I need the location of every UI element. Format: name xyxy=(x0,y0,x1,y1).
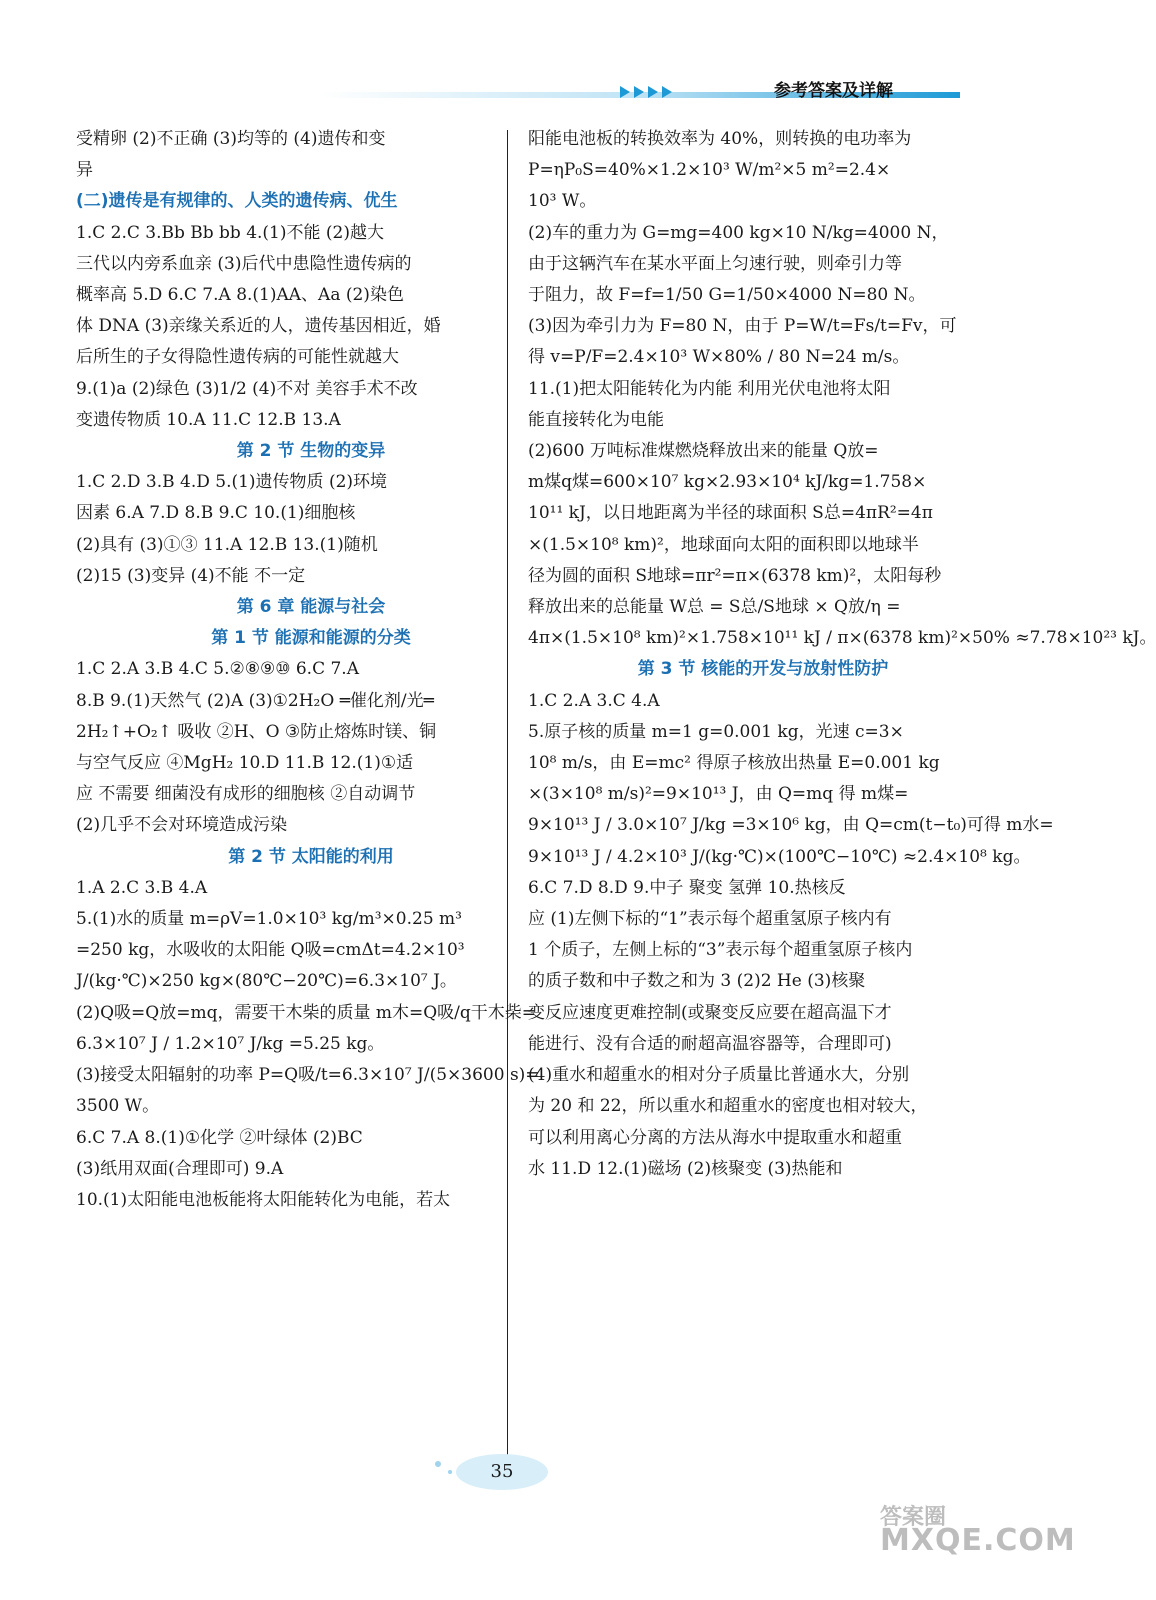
answer-line: 5.原子核的质量 m=1 g=0.001 kg，光速 c=3× xyxy=(528,721,904,742)
answer-line: 于阻力，故 F=f=1/50 G=1/50×4000 N=80 N。 xyxy=(528,285,926,306)
answer-line: 1 个质子，左侧上标的“3”表示每个超重氢原子核内 xyxy=(528,940,913,961)
answer-line: 5.(1)水的质量 m=ρV=1.0×10³ kg/m³×0.25 m³ xyxy=(76,909,462,930)
answer-line: 得 v=P/F=2.4×10³ W×80% / 80 N=24 m/s。 xyxy=(528,347,910,368)
answer-line: 由于这辆汽车在某水平面上匀速行驶，则牵引力等 xyxy=(528,253,902,274)
left-column xyxy=(76,124,546,1216)
answer-line: P=ηP₀S=40%×1.2×10³ W/m²×5 m²=2.4× xyxy=(528,160,891,181)
answer-line: 1.C 2.A 3.B 4.C 5.②⑧⑨⑩ 6.C 7.A xyxy=(76,659,359,680)
answer-line: 因素 6.A 7.D 8.B 9.C 10.(1)细胞核 xyxy=(76,503,356,524)
answer-line: 6.C 7.A 8.(1)①化学 ②叶绿体 (2)BC xyxy=(76,1127,363,1148)
section-heading: 第 3 节 核能的开发与放射性防护 xyxy=(637,659,889,680)
answer-line: 阳能电池板的转换效率为 40%，则转换的电功率为 xyxy=(528,129,912,149)
answer-line: 4π×(1.5×10⁸ km)²×1.758×10¹¹ kJ / π×(6378 km)²×50% ≈7.78×10²³ kJ。 xyxy=(528,628,1156,649)
section-heading: 第 6 章 能源与社会 xyxy=(236,597,386,618)
answer-line: 可以利用离心分离的方法从海水中提取重水和超重 xyxy=(528,1127,902,1148)
answer-line: (2)15 (3)变异 (4)不能 不一定 xyxy=(76,565,306,586)
answer-line: 与空气反应 ④MgH₂ 10.D 11.B 12.(1)①适 xyxy=(76,753,414,774)
answer-line: 能进行、没有合适的耐超高温容器等，合理即可) xyxy=(528,1033,892,1054)
answer-line: 径为圆的面积 S地球=πr²=π×(6378 km)²，太阳每秒 xyxy=(528,565,942,586)
answer-line: 受精卵 (2)不正确 (3)均等的 (4)遗传和变 xyxy=(76,129,386,149)
answer-line: 应 不需要 细菌没有成形的细胞核 ②自动调节 xyxy=(76,784,416,805)
answer-line: (4)重水和超重水的相对分子质量比普通水大，分别 xyxy=(528,1065,910,1086)
answer-line: 10⁸ m/s，由 E=mc² 得原子核放出热量 E=0.001 kg xyxy=(528,753,940,774)
answer-line: 9.(1)a (2)绿色 (3)1/2 (4)不对 美容手术不改 xyxy=(76,378,418,399)
section-heading: 第 2 节 生物的变异 xyxy=(236,441,386,462)
answer-line: 为 20 和 22，所以重水和超重水的密度也相对较大， xyxy=(528,1096,928,1117)
section-heading: (二)遗传是有规律的、人类的遗传病、优生 xyxy=(76,191,398,212)
answer-line: 三代以内旁系血亲 (3)后代中患隐性遗传病的 xyxy=(76,253,412,274)
right-column xyxy=(528,124,1156,1185)
answer-line: (2)几乎不会对环境造成污染 xyxy=(76,815,288,836)
answer-line: (2)Q吸=Q放=mq，需要干木柴的质量 m木=Q吸/q干木柴= xyxy=(76,1002,537,1023)
answer-line: (3)纸用双面(合理即可) 9.A xyxy=(76,1158,284,1179)
section-heading: 第 2 节 太阳能的利用 xyxy=(228,846,394,867)
answer-line: =250 kg，水吸收的太阳能 Q吸=cmΔt=4.2×10³ xyxy=(76,940,465,961)
answer-line: 6.C 7.D 8.D 9.中子 聚变 氢弹 10.热核反 xyxy=(528,877,846,898)
answer-line: 9×10¹³ J / 3.0×10⁷ J/kg =3×10⁶ kg，由 Q=cm(t−t₀)可得 m水= xyxy=(528,815,1054,836)
answer-line: (2)600 万吨标准煤燃烧释放出来的能量 Q放= xyxy=(528,441,879,462)
answer-line: J/(kg·℃)×250 kg×(80℃−20℃)=6.3×10⁷ J。 xyxy=(76,971,457,992)
answer-line: (2)具有 (3)①③ 11.A 12.B 13.(1)随机 xyxy=(76,534,378,555)
answer-line: 变反应速度更难控制(或聚变反应要在超高温下才 xyxy=(528,1002,892,1023)
answer-line: (2)车的重力为 G=mg=400 kg×10 N/kg=4000 N， xyxy=(528,222,949,243)
answer-line: 10¹¹ kJ，以日地距离为半径的球面积 S总=4πR²=4π xyxy=(528,503,933,524)
running-header-title: 参考答案及详解 xyxy=(774,81,893,101)
answer-line: 后所生的子女得隐性遗传病的可能性就越大 xyxy=(76,347,399,368)
answer-line: 11.(1)把太阳能转化为内能 利用光伏电池将太阳 xyxy=(528,378,891,399)
answer-line: ×(1.5×10⁸ km)²，地球面向太阳的面积即以地球半 xyxy=(528,534,919,555)
answer-line: 异 xyxy=(76,160,93,181)
answer-line: 9×10¹³ J / 4.2×10³ J/(kg·℃)×(100℃−10℃) ≈2.4×10⁸ kg。 xyxy=(528,846,1031,867)
watermark-line2: MXQE.COM xyxy=(880,1523,1076,1558)
answer-line: 能直接转化为电能 xyxy=(528,409,664,430)
answer-line: (3)因为牵引力为 F=80 N，由于 P=W/t=Fs/t=Fv，可 xyxy=(528,316,957,337)
answer-line: ×(3×10⁸ m/s)²=9×10¹³ J，由 Q=mq 得 m煤= xyxy=(528,784,909,805)
answer-line: 释放出来的总能量 W总 = S总/S地球 × Q放/η = xyxy=(528,597,901,618)
answer-line: (3)接受太阳辐射的功率 P=Q吸/t=6.3×10⁷ J/(5×3600 s)= xyxy=(76,1065,540,1086)
answer-line: 8.B 9.(1)天然气 (2)A (3)①2H₂O ═催化剂/光═ xyxy=(76,690,434,711)
answer-line: 1.A 2.C 3.B 4.A xyxy=(76,877,208,898)
answer-line: 水 11.D 12.(1)磁场 (2)核聚变 (3)热能和 xyxy=(528,1158,843,1179)
answer-line: 10³ W。 xyxy=(528,191,597,212)
answer-line: 10.(1)太阳能电池板能将太阳能转化为电能，若太 xyxy=(76,1189,451,1210)
answer-line: 概率高 5.D 6.C 7.A 8.(1)AA、Aa (2)染色 xyxy=(76,285,404,306)
section-heading: 第 1 节 能源和能源的分类 xyxy=(211,628,411,649)
answer-line: 1.C 2.C 3.Bb Bb bb 4.(1)不能 (2)越大 xyxy=(76,222,384,243)
answer-line: 的质子数和中子数之和为 3 (2)2 He (3)核聚 xyxy=(528,971,866,992)
page-number: 35 xyxy=(490,1461,514,1482)
answer-line: 应 (1)左侧下标的“1”表示每个超重氢原子核内有 xyxy=(528,909,892,930)
answer-line: 1.C 2.A 3.C 4.A xyxy=(528,690,660,711)
answer-line: 体 DNA (3)亲缘关系近的人，遗传基因相近，婚 xyxy=(76,316,441,337)
watermark-logo xyxy=(880,1500,1076,1558)
answer-line: 变遗传物质 10.A 11.C 12.B 13.A xyxy=(76,409,341,430)
watermark-line1: 答案圈 xyxy=(880,1505,947,1530)
answer-line: 1.C 2.D 3.B 4.D 5.(1)遗传物质 (2)环境 xyxy=(76,472,388,493)
answer-line: 3500 W。 xyxy=(76,1096,160,1117)
answer-line: 6.3×10⁷ J / 1.2×10⁷ J/kg =5.25 kg。 xyxy=(76,1033,385,1054)
answer-line: 2H₂↑+O₂↑ 吸收 ②H、O ③防止熔炼时镁、铜 xyxy=(76,721,437,742)
answer-line: m煤q煤=600×10⁷ kg×2.93×10⁴ kJ/kg=1.758× xyxy=(528,472,927,493)
